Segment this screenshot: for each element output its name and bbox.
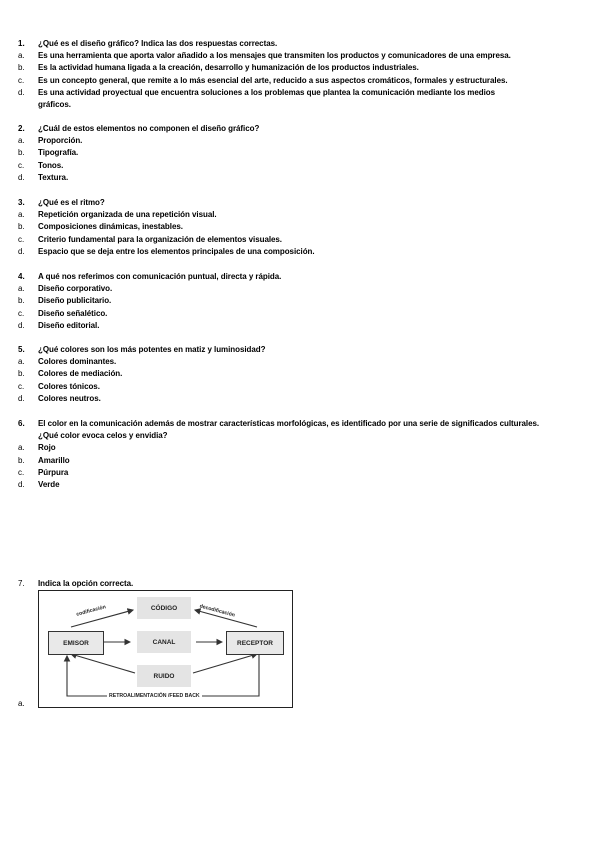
option-text[interactable]: Colores neutros. xyxy=(38,393,101,403)
option-letter: a. xyxy=(18,284,25,294)
option-letter: b. xyxy=(18,296,25,306)
option-text[interactable]: Criterio fundamental para la organización de elementos visuales. xyxy=(38,234,282,244)
option-text[interactable]: Proporción. xyxy=(38,136,83,146)
question-text: ¿Cuál de estos elementos no componen el diseño gráfico? xyxy=(38,124,260,133)
option-letter: b. xyxy=(18,455,25,465)
codificacion-label: codificación xyxy=(75,604,107,618)
question-number: 3. xyxy=(18,198,25,207)
option-text[interactable]: Tipografía. xyxy=(38,148,79,158)
option-text[interactable]: Colores tónicos. xyxy=(38,381,100,391)
option-text[interactable]: Diseño editorial. xyxy=(38,320,100,330)
option-letter: b. xyxy=(18,222,25,232)
option-letter: a. xyxy=(18,210,25,220)
question-2 xyxy=(0,123,600,184)
option-letter: a. xyxy=(18,51,25,61)
option-letter: c. xyxy=(18,160,25,170)
option-text[interactable]: Púrpura xyxy=(38,467,69,477)
question-5 xyxy=(0,344,600,405)
option-text[interactable]: Textura. xyxy=(38,172,69,182)
option-letter: d. xyxy=(18,393,25,403)
question-number: 6. xyxy=(18,419,25,428)
option-text[interactable]: Repetición organizada de una repetición visual. xyxy=(38,210,217,220)
option-letter: d. xyxy=(18,246,25,256)
option-text[interactable]: Colores dominantes. xyxy=(38,357,117,367)
option-letter: d. xyxy=(18,172,25,182)
option-text[interactable]: Diseño señalético. xyxy=(38,308,108,318)
option-text[interactable]: Tonos. xyxy=(38,160,64,170)
option-letter: a. xyxy=(18,357,25,367)
option-text[interactable]: Diseño publicitario. xyxy=(38,296,112,306)
question-number: 5. xyxy=(18,345,25,354)
option-letter: d. xyxy=(18,320,25,330)
question-text: ¿Qué es el diseño gráfico? Indica las dos respuestas correctas. xyxy=(38,39,278,48)
question-text: Indica la opción correcta. xyxy=(38,579,134,588)
question-3 xyxy=(0,197,600,258)
option-text[interactable]: Es una actividad proyectual que encuentra soluciones a los problemas que plantea la comunicación mediante los medios gráficos. xyxy=(38,87,495,109)
question-text: ¿Qué colores son los más potentes en matiz y luminosidad? xyxy=(38,345,266,354)
receptor-box: RECEPTOR xyxy=(226,631,284,655)
option-letter: c. xyxy=(18,308,25,318)
option-text[interactable]: Es una herramienta que aporta valor añadido a los mensajes que transmiten los productos y comunicadores de una empresa. xyxy=(38,51,511,61)
decodificacion-label: decodificación xyxy=(198,603,236,619)
question-number: 4. xyxy=(18,272,25,281)
question-text: A qué nos referimos con comunicación puntual, directa y rápida. xyxy=(38,272,282,281)
option-letter: c. xyxy=(18,234,25,244)
codigo-box: CÓDIGO xyxy=(137,597,191,619)
question-6 xyxy=(0,418,600,491)
option-text[interactable]: Es la actividad humana ligada a la creación, desarrollo y humanización de los productos industriales. xyxy=(38,63,419,73)
question-4 xyxy=(0,271,600,332)
option-letter: a. xyxy=(18,136,25,146)
option-text[interactable]: Colores de mediación. xyxy=(38,369,123,379)
option-text[interactable]: Espacio que se deja entre los elementos principales de una composición. xyxy=(38,246,315,256)
question-number: 2. xyxy=(18,124,25,133)
option-letter: d. xyxy=(18,479,25,489)
option-letter: c. xyxy=(18,467,25,477)
option-text[interactable]: Composiciones dinámicas, inestables. xyxy=(38,222,183,232)
question-text: ¿Qué es el ritmo? xyxy=(38,198,105,207)
option-letter: a. xyxy=(18,443,25,453)
option-text[interactable]: Amarillo xyxy=(38,455,70,465)
option-letter[interactable]: a. xyxy=(18,699,25,708)
question-number: 7. xyxy=(18,579,25,588)
question-7 xyxy=(0,578,600,590)
option-letter: b. xyxy=(18,63,25,73)
option-letter: c. xyxy=(18,75,25,85)
option-letter: c. xyxy=(18,381,25,391)
option-text[interactable]: Verde xyxy=(38,479,60,489)
option-letter: b. xyxy=(18,148,25,158)
communication-diagram[interactable] xyxy=(38,590,293,708)
question-number: 1. xyxy=(18,39,25,48)
option-text[interactable]: Diseño corporativo. xyxy=(38,284,113,294)
canal-box: CANAL xyxy=(137,631,191,653)
emisor-box: EMISOR xyxy=(48,631,104,655)
question-1 xyxy=(0,38,600,111)
option-letter: b. xyxy=(18,369,25,379)
option-text[interactable]: Rojo xyxy=(38,443,56,453)
option-text[interactable]: Es un concepto general, que remite a lo más esencial del arte, reducido a sus aspectos cromáticos, formales y estructurales. xyxy=(38,75,508,85)
feedback-label: RETROALIMENTACIÓN /FEED BACK xyxy=(109,693,200,699)
option-letter: d. xyxy=(18,87,25,97)
question-text: El color en la comunicación además de mostrar características morfológicas, es identificado por una serie de significados culturales. ¿Qué color evoca celos y envidia? xyxy=(38,419,540,441)
ruido-box: RUIDO xyxy=(137,665,191,687)
